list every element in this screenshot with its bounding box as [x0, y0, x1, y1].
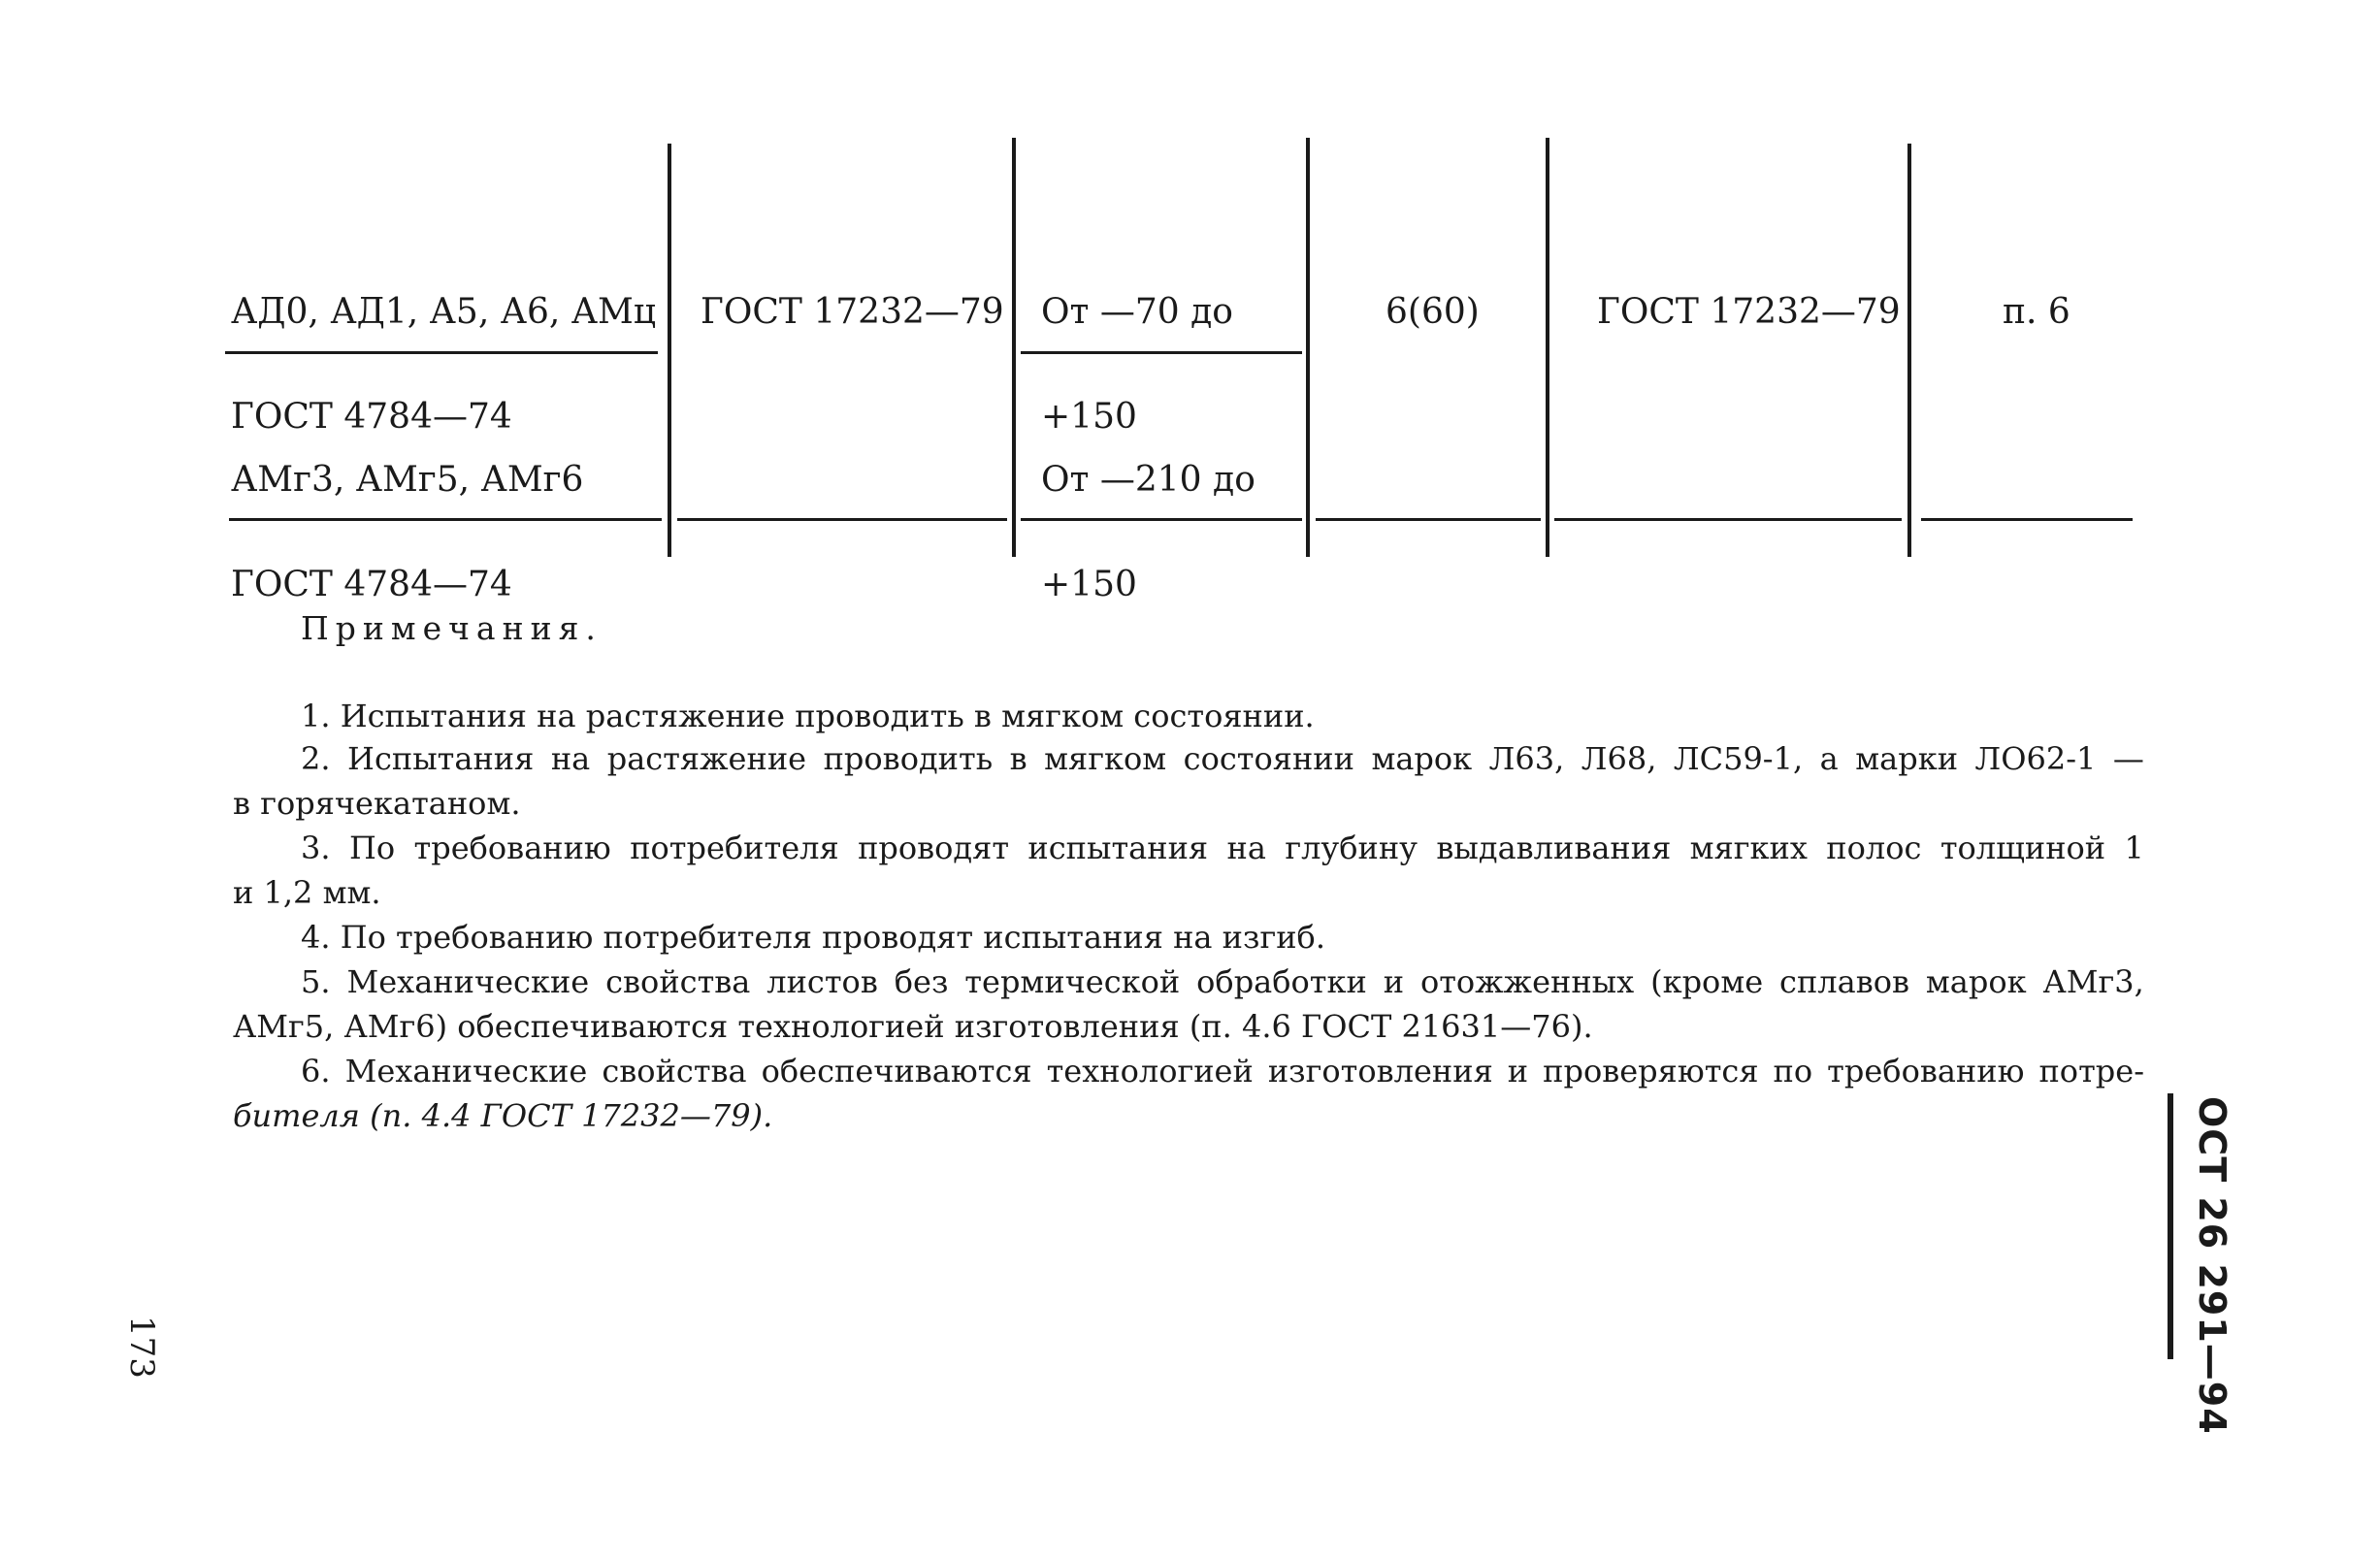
note-line — [301, 1053, 2144, 1089]
note-word: растяжение — [606, 740, 807, 777]
note-word: проверяются — [1543, 1053, 1759, 1089]
note-word: по — [1773, 1053, 1813, 1089]
note-word: мягких — [1689, 829, 1808, 866]
note-word: проводят — [858, 829, 1010, 866]
note-word: в — [1009, 740, 1027, 777]
note-word: Л63, — [1488, 740, 1565, 777]
note-word: 2. — [301, 740, 331, 777]
note-line: в горячекатаном. — [233, 785, 521, 822]
note-line: 1. Испытания на растяжение проводить в мягком состоянии. — [301, 698, 1315, 734]
note-word: и — [1383, 963, 1405, 1000]
note-word: изготовления — [1267, 1053, 1493, 1089]
note-word: Механические — [346, 963, 590, 1000]
test-standard-text: ГОСТ 17232—79 — [1597, 292, 1901, 332]
note-word: проводить — [823, 740, 994, 777]
note-word: выдавливания — [1436, 829, 1672, 866]
note-word: требованию — [1827, 1053, 2025, 1089]
temperature-line: От —210 до — [1041, 460, 1255, 500]
note-line — [301, 829, 2144, 866]
note-word: без — [894, 963, 949, 1000]
note-word: 6. — [301, 1053, 331, 1089]
note-word: толщиной — [1940, 829, 2106, 866]
table-cell-test-standard — [1597, 225, 1901, 400]
note-word: (кроме — [1650, 963, 1764, 1000]
table-column-rule — [1306, 138, 1310, 557]
note-word: глубину — [1285, 829, 1418, 866]
table-cell-note-ref — [2003, 225, 2070, 400]
table-column-rule — [1546, 138, 1549, 557]
note-word: испытания — [1027, 829, 1209, 866]
note-word: полос — [1826, 829, 1922, 866]
value-text: 6(60) — [1386, 292, 1480, 332]
standard-text: ГОСТ 17232—79 — [701, 292, 1004, 332]
note-word: ЛС59-1, — [1673, 740, 1804, 777]
temperature-line: +150 — [1041, 565, 1137, 604]
note-word: ЛО62-1 — [1974, 740, 2097, 777]
note-word: 1 — [2124, 829, 2144, 866]
note-word: По — [348, 829, 396, 866]
material-line: ГОСТ 4784—74 — [231, 565, 512, 604]
note-word: обеспечиваются — [761, 1053, 1032, 1089]
note-word: свойства — [602, 1053, 747, 1089]
temperature-line: От —70 до — [1041, 292, 1233, 332]
table-bottom-rule — [1316, 518, 1541, 521]
table-cell-value — [1386, 225, 1480, 400]
table-column-rule — [668, 144, 671, 557]
note-word: на — [1226, 829, 1266, 866]
note-line — [301, 963, 2144, 1000]
material-line: ГОСТ 4784—74 — [231, 397, 512, 437]
material-line: АМг3, АМг5, АМг6 — [231, 460, 584, 500]
table-bottom-rule — [1554, 518, 1902, 521]
temperature-line: +150 — [1041, 397, 1137, 437]
material-line: АД0, АД1, А5, А6, АМц — [231, 292, 657, 332]
note-line — [301, 740, 2144, 777]
note-word: марок — [1371, 740, 1473, 777]
document-code-text: ОСТ 26 291—94 — [2191, 1096, 2233, 1435]
note-word: обработки — [1196, 963, 1367, 1000]
note-word: Испытания — [347, 740, 535, 777]
note-word: технологией — [1046, 1053, 1254, 1089]
note-word: сплавов — [1779, 963, 1909, 1000]
note-word: состоянии — [1183, 740, 1354, 777]
note-word: марок — [1925, 963, 2027, 1000]
note-line: и 1,2 мм. — [233, 874, 381, 911]
note-word: — — [2112, 740, 2144, 777]
note-word: 3. — [301, 829, 331, 866]
note-word: марки — [1855, 740, 1959, 777]
page-number-text: 173 — [122, 1316, 161, 1379]
note-word: АМг3, — [2042, 963, 2144, 1000]
table-column-rule — [1907, 144, 1911, 557]
note-word: на — [550, 740, 591, 777]
table-bottom-rule — [677, 518, 1007, 521]
notes-title: Примечания. — [301, 609, 603, 647]
note-line: 4. По требованию потребителя проводят испытания на изгиб. — [301, 919, 1325, 956]
note-word: термической — [964, 963, 1181, 1000]
note-word: а — [1819, 740, 1839, 777]
document-code-rule — [2168, 1093, 2173, 1359]
note-word: и — [1507, 1053, 1529, 1089]
note-word: мягком — [1044, 740, 1167, 777]
table-cell-standard — [701, 225, 1004, 400]
note-line: АМг5, АМг6) обеспечиваются технологией изготовления (п. 4.6 ГОСТ 21631—76). — [233, 1008, 1593, 1045]
note-word: отожженных — [1419, 963, 1635, 1000]
note-word: требованию — [413, 829, 611, 866]
table-column-rule — [1012, 138, 1016, 557]
note-word: Л68, — [1581, 740, 1657, 777]
note-word: потребителя — [630, 829, 839, 866]
note-word: листов — [766, 963, 878, 1000]
note-ref-text: п. 6 — [2003, 292, 2070, 332]
note-word: потре- — [2038, 1053, 2144, 1089]
table-cell-temperature — [1041, 393, 1255, 672]
table-bottom-rule — [1921, 518, 2133, 521]
note-word: Механические — [344, 1053, 588, 1089]
note-word: свойства — [605, 963, 751, 1000]
note-word: 5. — [301, 963, 331, 1000]
note-line: бителя (п. 4.4 ГОСТ 17232—79). — [233, 1097, 773, 1134]
